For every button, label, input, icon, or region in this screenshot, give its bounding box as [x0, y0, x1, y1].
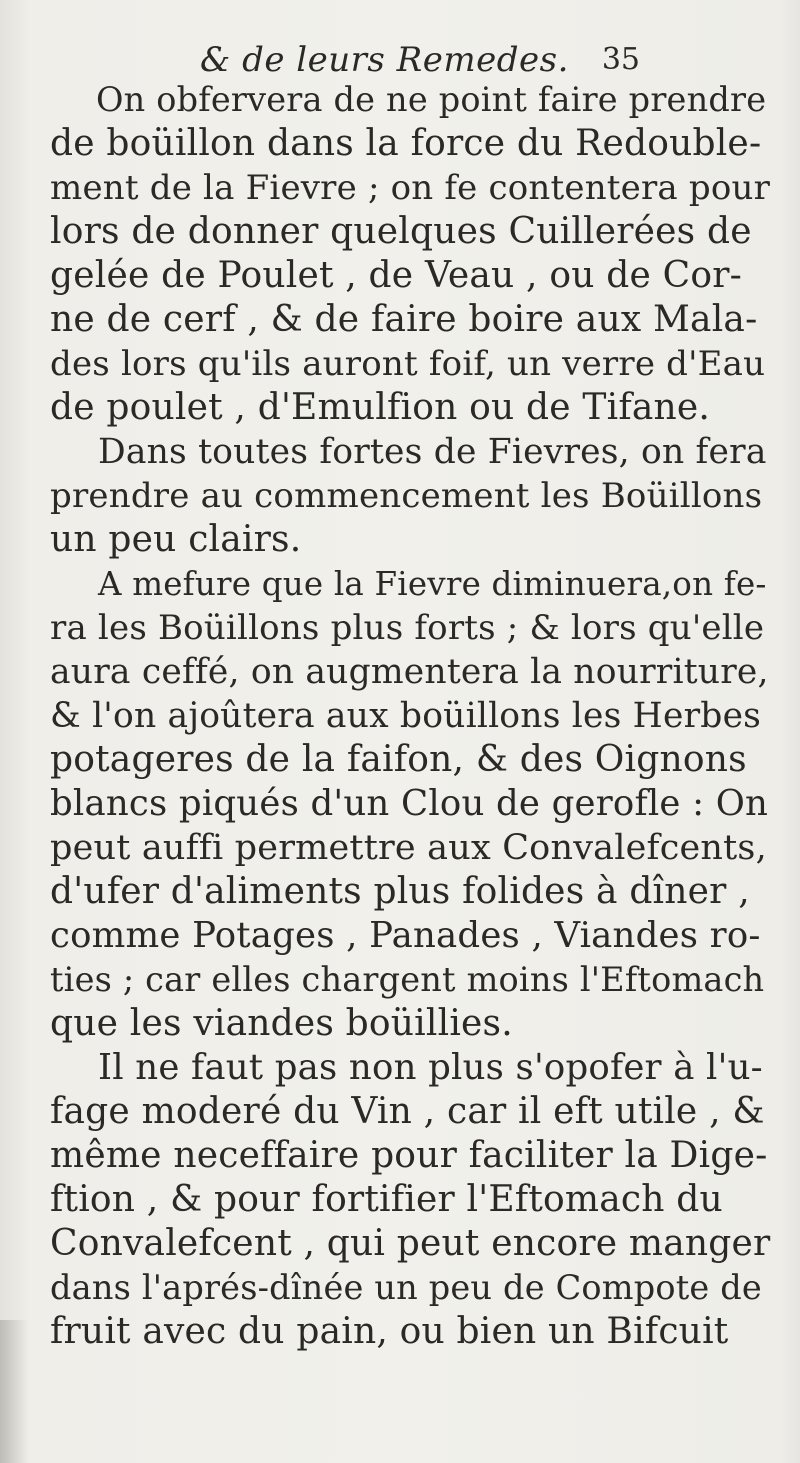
- text-line: aura ceffé, on augmentera la nourriture,: [50, 652, 769, 692]
- text-line: Il ne faut pas non plus s'opofer à l'u-: [98, 1047, 763, 1088]
- text-line: des lors qu'ils auront foif, un verre d'Eau: [50, 344, 766, 384]
- text-line: que les viandes boüillies.: [50, 1003, 513, 1044]
- running-head-title: & de leurs Remedes.: [200, 40, 569, 80]
- text-line: dans l'aprés-dînée un peu de Compote de: [50, 1268, 762, 1307]
- text-line: de poulet , d'Emulfion ou de Tifane.: [50, 387, 711, 428]
- text-line: fruit avec du pain, ou bien un Bifcuit: [50, 1311, 729, 1352]
- text-line: un peu clairs.: [50, 519, 302, 560]
- text-line: Dans toutes fortes de Fievres, on fera: [98, 432, 767, 472]
- text-line: ne de cerf , & de faire boire aux Mala-: [50, 299, 758, 340]
- text-line: Convalefcent , qui peut encore manger: [50, 1223, 771, 1264]
- running-head: [200, 38, 640, 82]
- text-line: lors de donner quelques Cuillerées de: [50, 211, 752, 252]
- text-line: ment de la Fievre ; on fe contentera pour: [50, 168, 771, 208]
- text-line: ftion , & pour fortifier l'Eftomach du: [50, 1179, 723, 1220]
- text-line: On obfervera de ne point faire prendre: [96, 80, 767, 119]
- text-line: gelée de Poulet , de Veau , ou de Cor-: [50, 255, 743, 296]
- text-line: blancs piqués d'un Clou de gerofle : On: [50, 783, 769, 824]
- text-line: peut auffi permettre aux Convalefcents,: [50, 828, 767, 868]
- page-gutter-shadow: [0, 1320, 28, 1463]
- text-line: fage moderé du Vin , car il eft utile , &: [50, 1091, 765, 1132]
- text-line: & l'on ajoûtera aux boüillons les Herbes: [50, 696, 762, 736]
- text-line: d'ufer d'aliments plus folides à dîner ,: [50, 871, 750, 912]
- text-line: de boüillon dans la force du Redouble-: [50, 123, 762, 164]
- text-line: prendre au commencement les Boüillons: [50, 476, 763, 516]
- text-line: ties ; car elles chargent moins l'Eftomach: [50, 960, 765, 999]
- text-line: A mefure que la Fievre diminuera,on fe-: [98, 565, 767, 603]
- text-line: même neceffaire pour faciliter la Dige-: [50, 1135, 768, 1176]
- page-number: 35: [601, 42, 640, 77]
- text-line: ra les Boüillons plus forts ; & lors qu'elle: [50, 608, 765, 648]
- text-line: potageres de la faifon, & des Oignons: [50, 739, 747, 780]
- text-line: comme Potages , Panades , Viandes ro-: [50, 915, 761, 956]
